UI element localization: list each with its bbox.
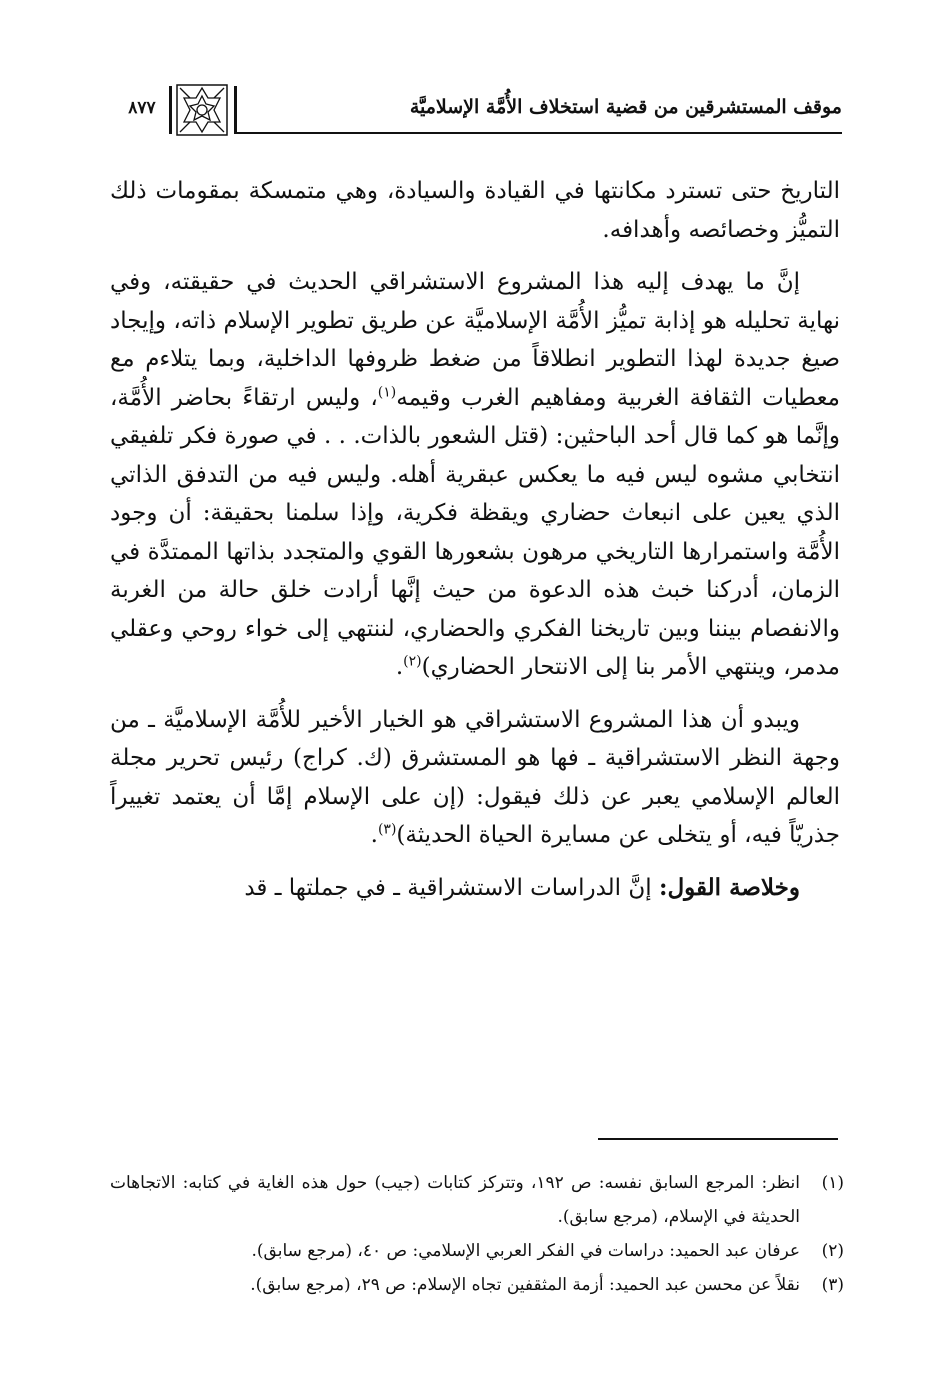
paragraph xyxy=(110,263,840,687)
footnote-text: انظر: المرجع السابق نفسه: ص ١٩٢، وتتركز كتابات (جيب) حول هذه الغاية في كتابه: الاتجاهات الحديثة في الإسلام، (مرجع سابق). xyxy=(110,1173,801,1227)
footnote-number: (٢) xyxy=(821,1241,844,1261)
paragraph xyxy=(110,701,840,855)
page-header xyxy=(112,72,842,134)
geometric-ornament-icon xyxy=(176,84,228,136)
header-divider xyxy=(169,86,172,134)
paragraph-text: ، وليس ارتقاءً بحاضر الأُمَّة، وإنَّما هو كما قال أحد الباحثين: (قتل الشعور بالذات. . . في صورة فكر تلفيقي انتخابي مشوه ليس فيه ما يعكس عبقرية أهله. وليس فيه من التدفق الذاتي الذي يعين على انبعاث حضاري ويقظة فكرية، وإذا سلمنا بحقيقة: أن وجود الأُمَّة واستمرارها التاريخي مرهون بشعورها القوي والمتجدد بذاتها الممتدَّة في الزمان، أدركنا خبث هذه الدعوة من حيث إنَّها أرادت خلق حالة من الغربة والانفصام بيننا وبين تاريخنا الفكري والحضاري، لننتهي إلى خواء روحي وعقلي مدمر، وينتهي الأمر بنا إلى الانتحار الحضاري) xyxy=(110,384,840,680)
paragraph-text: التاريخ حتى تسترد مكانتها في القيادة والسيادة، وهي متمسكة بمقومات ذلك التميُّز وخصائصه وأهدافه. xyxy=(110,178,840,243)
footnote xyxy=(110,1166,844,1234)
running-title: موقف المستشرقين من قضية استخلاف الأُمَّة الإسلاميَّة xyxy=(409,96,842,118)
header-divider xyxy=(234,86,237,134)
footnote-reference: (١) xyxy=(377,383,397,400)
paragraph xyxy=(110,869,840,908)
paragraph-text: إنَّ الدراسات الاستشراقية ـ في جملتها ـ قد xyxy=(244,874,659,901)
footnote-separator xyxy=(598,1138,838,1140)
paragraph-text: . xyxy=(395,654,404,680)
page-number: ٨٧٧ xyxy=(128,98,156,118)
paragraph-text: . xyxy=(370,822,378,848)
footnote-number: (٣) xyxy=(821,1275,844,1295)
footnote xyxy=(110,1234,844,1268)
ornament-svg xyxy=(176,84,228,136)
footnote-number: (١) xyxy=(821,1173,844,1193)
footnote-reference: (٣) xyxy=(377,821,397,838)
footnotes xyxy=(110,1166,844,1302)
footnote-text: عرفان عبد الحميد: دراسات في الفكر العربي الإسلامي: ص ٤٠، (مرجع سابق). xyxy=(251,1241,800,1261)
paragraph-lead: وخلاصة القول: xyxy=(658,873,800,901)
paragraph xyxy=(110,172,840,249)
paragraph-text: ويبدو أن هذا المشروع الاستشراقي هو الخيار الأخير للأُمَّة الإسلاميَّة ـ من وجهة النظر الاستشراقية ـ فها هو المستشرق (ك. كراج) رئيس تحرير مجلة العالم الإسلامي يعبر عن ذلك فيقول: (إن على الإسلام إمَّا أن يعتمد تغييراً جذريّاً فيه، أو يتخلى عن مسايرة الحياة الحديثة) xyxy=(110,706,840,848)
footnote xyxy=(110,1268,844,1302)
main-text xyxy=(110,172,840,921)
footnote-text: نقلاً عن محسن عبد الحميد: أزمة المثقفين تجاه الإسلام: ص ٢٩، (مرجع سابق). xyxy=(250,1275,800,1295)
footnote-reference: (٢) xyxy=(403,653,422,670)
header-underline xyxy=(234,132,842,134)
paragraph-text: إنَّ ما يهدف إليه هذا المشروع الاستشراقي الحديث في حقيقته، وفي نهاية تحليله هو إذابة تميُّز الأُمَّة الإسلاميَّة عن طريق تطوير الإسلام ذاته، وإيجاد صيغ جديدة لهذا التطوير انطلاقاً من ضغط ظروفها الداخلية، وبما يتلاءم مع معطيات الثقافة الغربية ومفاهيم الغرب وقيمه xyxy=(110,269,840,411)
